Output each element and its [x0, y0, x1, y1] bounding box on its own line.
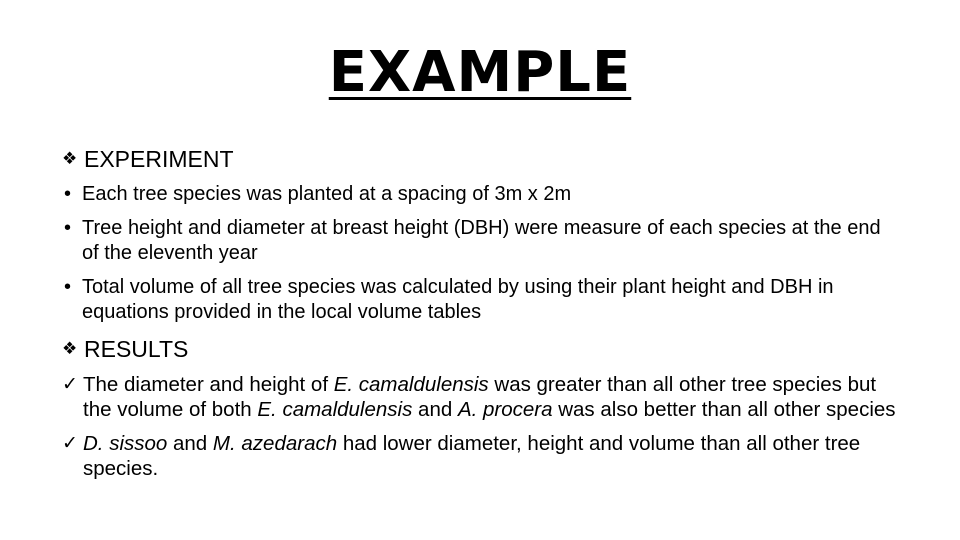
list-item: • Total volume of all tree species was calculated by using their plant height and DBH in equations provided in the local volume tables: [64, 276, 834, 323]
list-item: • Each tree species was planted at a spacing of 3m x 2m: [64, 183, 572, 205]
diamond-bullet-icon: ❖: [62, 339, 78, 358]
experiment-heading: [62, 144, 902, 174]
experiment-heading-text: EXPERIMENT: [84, 146, 234, 172]
results-heading-text: RESULTS: [84, 336, 189, 362]
round-bullet-icon: •: [64, 217, 72, 239]
results-list: [62, 372, 902, 481]
diamond-bullet-icon: ❖: [62, 149, 78, 168]
round-bullet-icon: •: [64, 276, 72, 298]
slide-title: EXAMPLE: [328, 40, 632, 105]
list-item: ✓ D. sissoo and M. azedarach had lower diameter, height and volume than all other tree species.: [62, 432, 861, 480]
slide-content: [62, 144, 902, 490]
experiment-list: [62, 182, 902, 325]
checkmark-icon: ✓: [62, 433, 78, 454]
round-bullet-icon: •: [64, 183, 72, 205]
results-heading: [62, 334, 902, 364]
list-item: ✓ The diameter and height of E. camaldulensis was greater than all other tree species but the volume of both E. camaldulensis and A. procera was also better than all other species: [62, 373, 896, 421]
list-item: • Tree height and diameter at breast height (DBH) were measure of each species at the end of the eleventh year: [64, 217, 881, 264]
checkmark-icon: ✓: [62, 374, 78, 395]
